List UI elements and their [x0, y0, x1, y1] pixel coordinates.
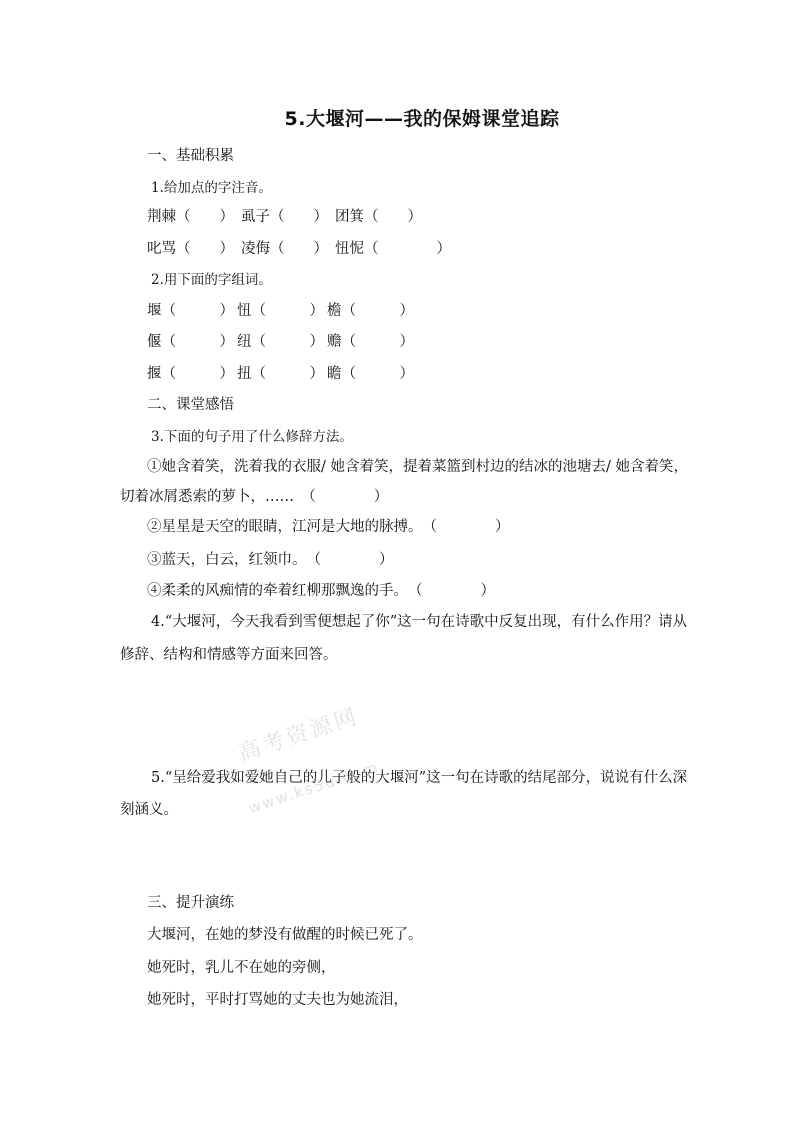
question-1: 1.给加点的字注音。	[151, 180, 272, 196]
pinyin-item: 忸怩（ ）	[335, 241, 451, 257]
poem-line-2: 她死时，乳儿不在她的旁侧，	[147, 960, 336, 976]
question-5-line-2: 刻涵义。	[120, 802, 178, 818]
word-row-1	[147, 301, 414, 321]
question-2: 2.用下面的字组词。	[151, 272, 272, 288]
sentence-4: ④柔柔的风痴情的牵着红柳那飘逸的手。 （ ）	[147, 583, 495, 599]
poem-line-3: 她死时，平时打骂她的丈夫也为她流泪，	[147, 992, 408, 1008]
sentence-1-line-2: 切着冰屑悉索的萝卜，…… （ ）	[120, 489, 389, 505]
pinyin-row-2	[147, 239, 451, 259]
poem-line-1: 大堰河，在她的梦没有做醒的时候已死了。	[147, 927, 423, 943]
question-4-line-1: 4.“大堰河，今天我看到雪便想起了你”这一句在诗歌中反复出现，有什么作用？请从	[151, 614, 688, 630]
sentence-3: ③蓝天，白云，红领巾。 （ ）	[147, 552, 394, 568]
word-item: 纽（ ）	[237, 334, 324, 350]
watermark-text: 高考资源网	[235, 704, 363, 767]
section-heading-practice: 三、提升演练	[147, 895, 234, 911]
sentence-1-line-1: ①她含着笑，洗着我的衣服/ 她含着笑，提着菜篮到村边的结冰的池塘去/ 她含着笑，	[147, 459, 688, 475]
section-heading-class: 二、课堂感悟	[147, 397, 234, 413]
word-item: 扭（ ）	[237, 366, 324, 382]
pinyin-item: 凌侮（ ）	[241, 241, 328, 257]
pinyin-item: 虱子（ ）	[241, 209, 328, 225]
word-item: 赡（ ）	[327, 334, 414, 350]
word-item: 偃（ ）	[147, 334, 234, 350]
word-row-3	[147, 364, 414, 384]
page-title: 5.大堰河——我的保姆课堂追踪	[284, 108, 560, 130]
pinyin-item: 荆棘（ ）	[147, 209, 234, 225]
word-item: 揠（ ）	[147, 366, 234, 382]
word-item: 檐（ ）	[327, 303, 414, 319]
word-item: 瞻（ ）	[327, 366, 414, 382]
pinyin-item: 叱骂（ ）	[147, 241, 234, 257]
word-row-2	[147, 332, 414, 352]
word-item: 忸（ ）	[237, 303, 324, 319]
watermark-url: www.ks5u.com	[246, 757, 382, 818]
pinyin-row-1	[147, 207, 422, 227]
word-item: 堰（ ）	[147, 303, 234, 319]
question-4-line-2: 修辞、结构和情感等方面来回答。	[120, 647, 338, 663]
sentence-2: ②星星是天空的眼睛，江河是大地的脉搏。 （ ）	[147, 519, 510, 535]
pinyin-item: 团箕（ ）	[335, 209, 422, 225]
question-5-line-1: 5.“呈给爱我如爱她自己的儿子般的大堰河”这一句在诗歌的结尾部分，说说有什么深	[151, 770, 688, 786]
question-3: 3.下面的句子用了什么修辞方法。	[151, 429, 353, 445]
section-heading-basics: 一、基础积累	[147, 148, 234, 164]
